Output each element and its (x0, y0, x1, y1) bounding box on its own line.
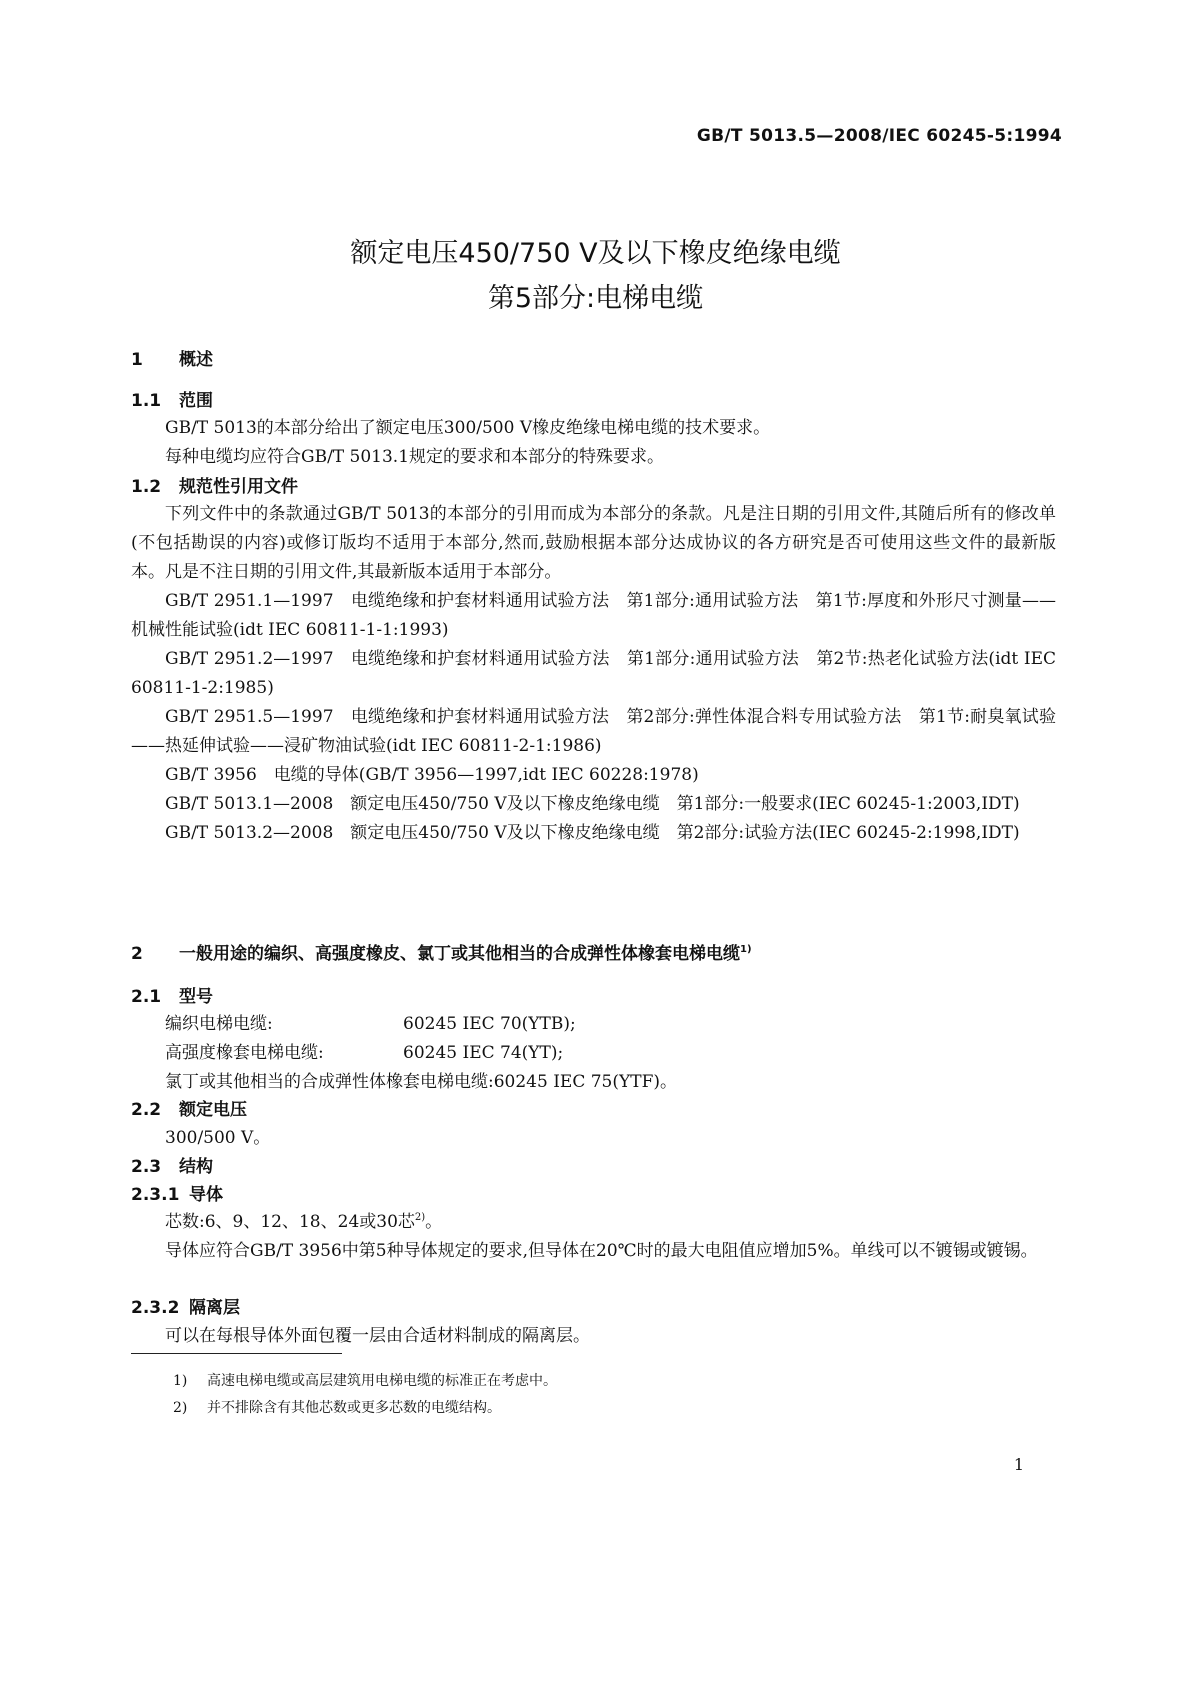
paragraph: GB/T 5013的本部分给出了额定电压300/500 V橡皮绝缘电梯电缆的技术要求。 (165, 418, 771, 438)
model-row (165, 1010, 1056, 1039)
section-title: 导体 (189, 1185, 223, 1205)
paragraph: 导体应符合GB/T 3956中第5种导体规定的要求,但导体在20℃时的最大电阻值应增加5%。单线可以不镀锡或镀锡。 (165, 1241, 1038, 1261)
section-2-3-1-body (131, 1208, 1056, 1266)
footnote-number: 1) (173, 1373, 188, 1389)
section-1-heading (131, 346, 1056, 375)
section-2-3-2-body (131, 1322, 1056, 1351)
section-title: 规范性引用文件 (179, 477, 298, 497)
section-title: 隔离层 (189, 1298, 240, 1318)
model-row (165, 1039, 1056, 1068)
footnote-text: 高速电梯电缆或高层建筑用电梯电缆的标准正在考虑中。 (207, 1373, 557, 1389)
reference-item: GB/T 5013.2—2008 额定电压450/750 V及以下橡皮绝缘电缆 第2部分:试验方法(IEC 60245-2:1998,IDT) (165, 823, 1020, 843)
footnote-text: 并不排除含有其他芯数或更多芯数的电缆结构。 (207, 1400, 501, 1416)
document-title: 额定电压450/750 V及以下橡皮绝缘电缆 (350, 238, 841, 269)
paragraph: 每种电缆均应符合GB/T 5013.1规定的要求和本部分的特殊要求。 (165, 447, 665, 467)
reference-item: GB/T 3956 电缆的导体(GB/T 3956—1997,idt IEC 60228:1978) (165, 765, 699, 785)
section-1-2-body (131, 500, 1056, 848)
paragraph: 300/500 V。 (165, 1128, 271, 1148)
section-2-3-heading (131, 1153, 1056, 1182)
footnote-marker: 2) (414, 1212, 426, 1223)
footnote-number: 2) (173, 1400, 188, 1416)
section-2-2-body (131, 1124, 1056, 1153)
paragraph: 可以在每根导体外面包覆一层由合适材料制成的隔离层。 (165, 1326, 590, 1346)
section-1-1-body (131, 414, 1056, 472)
standard-code: GB/T 5013.5—2008/IEC 60245-5:1994 (696, 126, 1062, 146)
section-title: 范围 (179, 391, 213, 411)
footnote-marker: 1) (740, 944, 752, 955)
model-row: 氯丁或其他相当的合成弹性体橡套电梯电缆:60245 IEC 75(YTF)。 (165, 1072, 677, 1092)
page-number: 1 (1013, 1455, 1024, 1474)
section-2-3-2-heading (131, 1294, 1056, 1323)
model-label: 高强度橡套电梯电缆: (165, 1043, 324, 1063)
footnote-1 (173, 1370, 557, 1390)
reference-item: GB/T 2951.5—1997 电缆绝缘和护套材料通用试验方法 第2部分:弹性体混合料专用试验方法 第1节:耐臭氧试验——热延伸试验——浸矿物油试验(idt IEC 60811-2-1:1986) (131, 707, 1056, 756)
section-1-2-heading (131, 473, 1056, 502)
reference-item: GB/T 5013.1—2008 额定电压450/750 V及以下橡皮绝缘电缆 第1部分:一般要求(IEC 60245-1:2003,IDT) (165, 794, 1020, 814)
cores-text: 芯数:6、9、12、18、24或30芯 (165, 1212, 415, 1232)
model-value: 60245 IEC 74(YT); (403, 1043, 564, 1063)
document-subtitle: 第5部分:电梯电缆 (487, 283, 704, 314)
reference-item: GB/T 2951.2—1997 电缆绝缘和护套材料通用试验方法 第1部分:通用试验方法 第2节:热老化试验方法(idt IEC 60811-1-2:1985) (131, 649, 1056, 698)
footnote-2 (173, 1397, 501, 1417)
section-title: 型号 (179, 987, 213, 1007)
section-number: 2.3.2 (131, 1298, 180, 1318)
section-number: 1 (131, 350, 143, 370)
reference-item: GB/T 2951.1—1997 电缆绝缘和护套材料通用试验方法 第1部分:通用试验方法 第1节:厚度和外形尺寸测量——机械性能试验(idt IEC 60811-1-1:1993) (131, 591, 1056, 640)
section-title: 结构 (179, 1157, 213, 1177)
section-number: 2.3.1 (131, 1185, 180, 1205)
section-title: 概述 (179, 350, 213, 370)
section-number: 2.2 (131, 1100, 162, 1120)
section-2-2-heading (131, 1096, 1056, 1125)
section-title: 额定电压 (179, 1100, 247, 1120)
section-2-1-heading (131, 983, 1056, 1012)
section-2-1-body (131, 1010, 1056, 1097)
paragraph-cores (131, 1208, 1056, 1237)
section-title: 一般用途的编织、高强度橡皮、氯丁或其他相当的合成弹性体橡套电梯电缆 (179, 944, 740, 964)
section-number: 2.3 (131, 1157, 162, 1177)
section-2-heading (131, 940, 1056, 969)
section-number: 1.1 (131, 391, 162, 411)
model-label: 编织电梯电缆: (165, 1014, 273, 1034)
section-1-1-heading (131, 387, 1056, 416)
section-2-3-1-heading (131, 1181, 1056, 1210)
section-number: 2.1 (131, 987, 162, 1007)
cores-end: 。 (425, 1212, 443, 1232)
section-number: 2 (131, 944, 143, 964)
footnote-divider (131, 1353, 342, 1354)
paragraph-intro: 下列文件中的条款通过GB/T 5013的本部分的引用而成为本部分的条款。凡是注日期的引用文件,其随后所有的修改单(不包括勘误的内容)或修订版均不适用于本部分,然而,鼓励根据本部分达成协议的各方研究是否可使用这些文件的最新版本。凡是不注日期的引用文件,其最新版本适用于本部分。 (131, 504, 1056, 582)
model-value: 60245 IEC 70(YTB); (403, 1014, 576, 1034)
section-number: 1.2 (131, 477, 162, 497)
